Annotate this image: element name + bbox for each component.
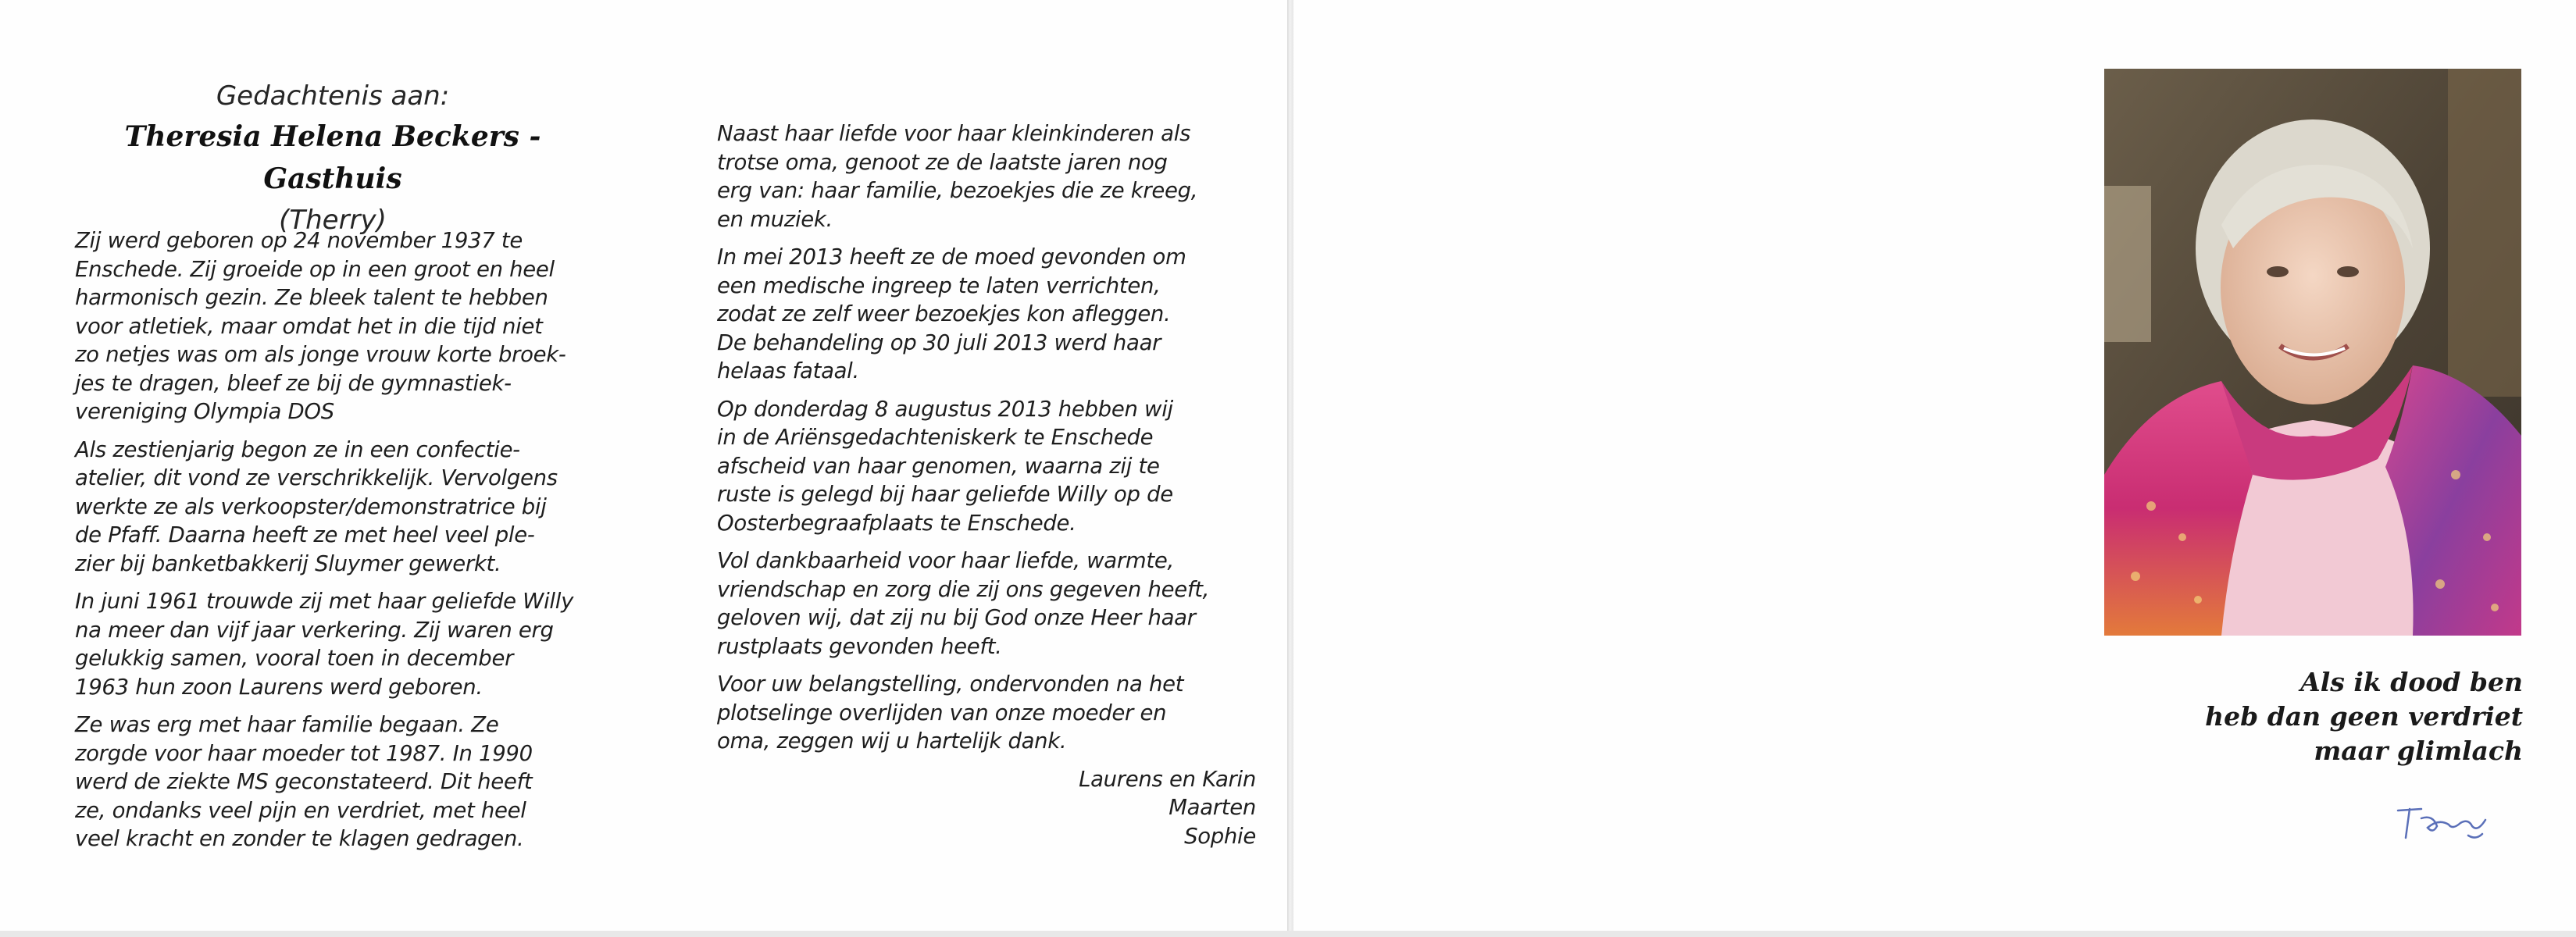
handwritten-initials-icon: [2390, 795, 2499, 850]
handwritten-initials: [2390, 795, 2499, 850]
memorial-poem: Als ik dood ben heb dan geen verdriet maar glimlach: [2205, 667, 2523, 766]
portrait-photo: [2104, 69, 2521, 636]
paragraph-work: Als zestienjarig begon ze in een confectie- atelier, dit vond ze verschrikkelijk. Vervolgens werkte ze als verkoopster/demonstratrice bij de Pfaff. Daarna heeft ze met heel veel ple- zier bij banketbakkerij Sluymer gewerkt.: [75, 436, 558, 576]
paragraph-funeral: Op donderdag 8 augustus 2013 hebben wij in de Ariënsgedachteniskerk te Enschede afscheid van haar genomen, waarna zij te ruste is gelegd bij haar geliefde Willy op de Oosterbegraafplaats te Enschede.: [717, 396, 1173, 536]
memorial-header: [75, 77, 590, 240]
nickname: (Therry): [279, 205, 387, 236]
biography-column-left: [75, 226, 606, 863]
card-fold: [1287, 0, 1293, 937]
left-page: [0, 0, 1287, 937]
paragraph-marriage: In juni 1961 trouwde zij met haar geliefde Willy na meer dan vijf jaar verkering. Zij waren erg gelukkig samen, vooral toen in december 1963 hun zoon Laurens werd geboren.: [75, 589, 574, 700]
paragraph-surgery: In mei 2013 heeft ze de moed gevonden om een medische ingreep te laten verrichten, zodat ze zelf weer bezoekjes kon afleggen. De behandeling op 30 juli 2013 werd haar helaas fataal.: [717, 244, 1186, 383]
biography-column-right: [717, 119, 1256, 850]
paragraph-gratitude: Vol dankbaarheid voor haar liefde, warmte, vriendschap en zorg die zij ons gegeven heeft, geloven wij, dat zij nu bij God onze Heer haar rustplaats gevonden heeft.: [717, 548, 1210, 659]
paragraph-birth: Zij werd geboren op 24 november 1937 te Enschede. Zij groeide op in een groot en heel harmonisch gezin. Ze bleek talent te hebben voor atletiek, maar omdat het in die tijd niet zo netjes was om als jonge vrouw korte broek- jes te dragen, bleef ze bij de gymnastiek- vereniging Olympia DOS: [75, 228, 566, 424]
paragraph-grandchildren: Naast haar liefde voor haar kleinkinderen als trotse oma, genoot ze de laatste jaren nog erg van: haar familie, bezoekjes die ze kreeg, en muziek.: [717, 121, 1198, 232]
portrait-photo-icon: [2104, 69, 2521, 636]
card-bottom-edge: [0, 931, 2576, 937]
paragraph-thanks: Voor uw belangstelling, ondervonden na het plotselinge overlijden van onze moeder en oma, zeggen wij u hartelijk dank.: [717, 672, 1184, 754]
deceased-name: Theresia Helena Beckers - Gasthuis: [124, 120, 541, 195]
intro-line: Gedachtenis aan:: [216, 80, 450, 112]
family-signature: Laurens en Karin Maarten Sophie: [1079, 766, 1256, 849]
paragraph-family: Ze was erg met haar familie begaan. Ze zorgde voor haar moeder tot 1987. In 1990 werd de ziekte MS geconstateerd. Dit heeft ze, ondanks veel pijn en verdriet, met heel veel kracht en zonder te klagen gedragen.: [75, 712, 533, 851]
